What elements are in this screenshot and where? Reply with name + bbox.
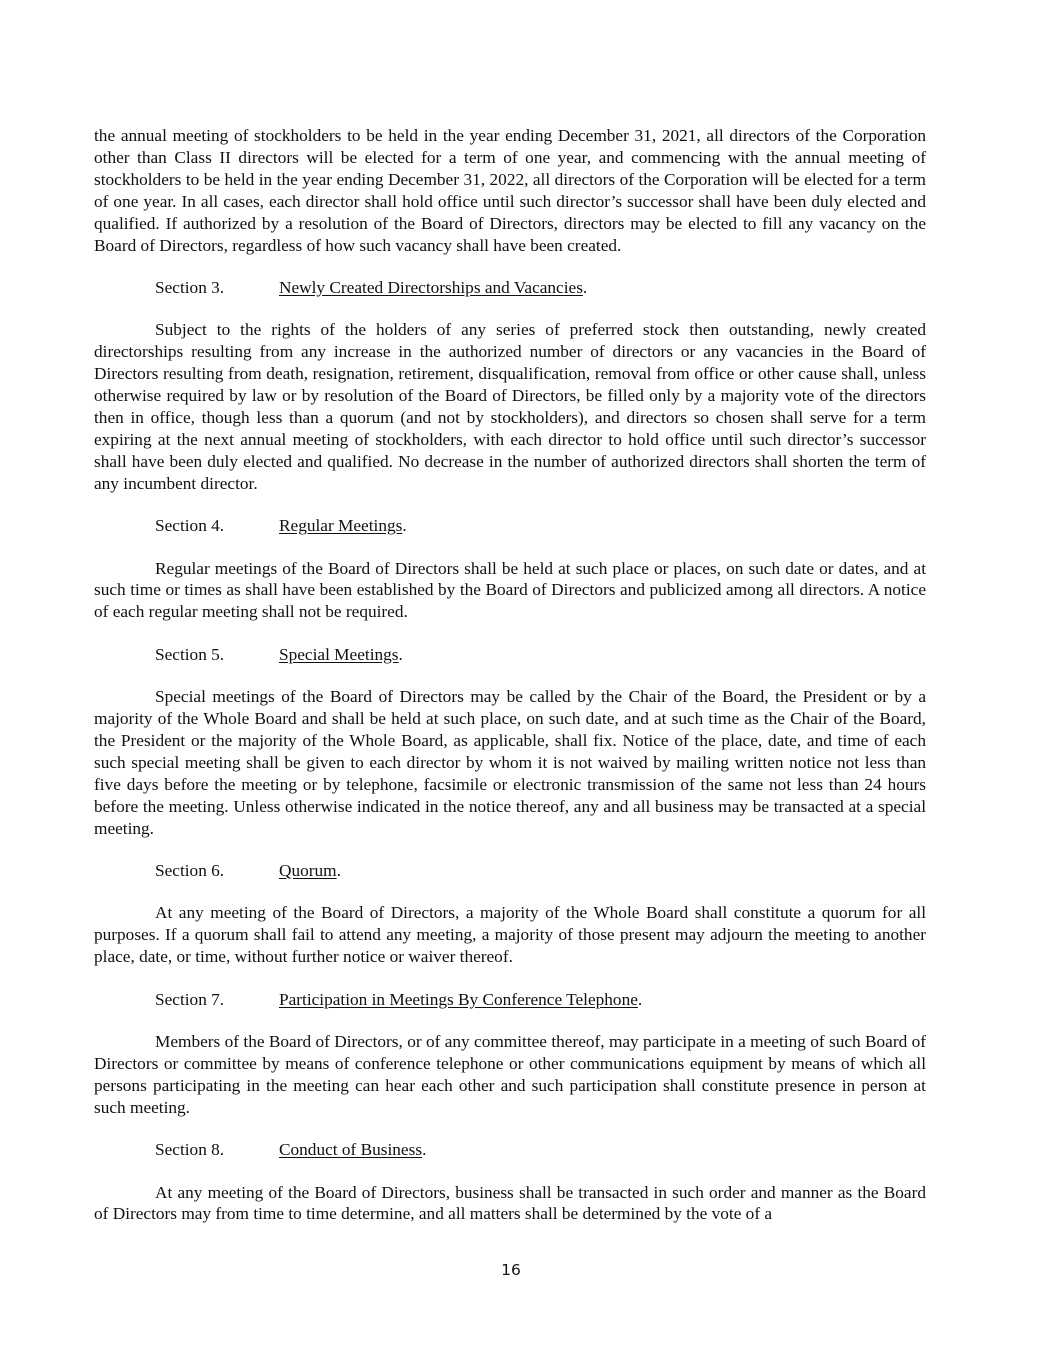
intro-paragraph: the annual meeting of stockholders to be held in the year ending December 31, 2021, all directors of the Corporation other than Class II directors will be elected for a term of one year, and commencing with the annual meeting of stockholders to be held in the year ending December 31, 2022, all directors of the Corporation will be elected for a term of one year. In all cases, each director shall hold office until such director’s successor shall have been duly elected and qualified. If authorized by a resolution of the Board of Directors, directors may be elected to fill any vacancy on the Board of Directors, regardless of how such vacancy shall have been created. xyxy=(94,126,926,255)
section-3-body: Subject to the rights of the holders of any series of preferred stock then outstanding, newly created directorships resulting from any increase in the authorized number of directors or any vacancies in the Board of Directors resulting from death, resignation, retirement, disqualification, removal from office or other cause shall, unless otherwise required by law or by resolution of the Board of Directors, be filled only by a majority vote of the directors then in office, though less than a quorum (and not by stockholders), and directors so chosen shall serve for a term expiring at the next annual meeting of stockholders, with each director to hold office until such director’s successor shall have been duly elected and qualified. No decrease in the number of authorized directors shall shorten the term of any incumbent director. xyxy=(94,320,926,493)
section-title-period: . xyxy=(398,644,403,664)
section-title-period: . xyxy=(637,989,643,1009)
section-5-body: Special meetings of the Board of Directors may be called by the Chair of the Board, the President or by a majority of the Whole Board and shall be held at such place, on such date, and at such time as the Chair of the Board, the President or the majority of the Whole Board, as applicable, shall fix. Notice of the place, date, and time of each such special meeting shall be given to each director by whom it is not waived by mailing written notice not less than five days before the meeting or by telephone, facsimile or electronic transmission of the same not less than 24 hours before the meeting. Unless otherwise indicated in the notice thereof, any and all business may be transacted at a special meeting. xyxy=(94,687,926,838)
section-title: Newly Created Directorships and Vacancies xyxy=(279,277,583,297)
section-number: Section 7. xyxy=(155,989,225,1009)
section-title-wrap xyxy=(279,277,587,299)
section-7-body: Members of the Board of Directors, or of any committee thereof, may participate in a meeting of such Board of Directors or committee by means of conference telephone or other communications equipment by means of which all persons participating in the meeting can hear each other and such participation shall constitute presence in person at such meeting. xyxy=(94,1032,926,1117)
section-title: Conduct of Business xyxy=(279,1140,423,1160)
section-number: Section 8. xyxy=(155,1140,225,1160)
page-number: 16 xyxy=(501,1261,521,1279)
section-title: Quorum xyxy=(279,860,337,880)
section-number: Section 6. xyxy=(155,860,225,880)
section-title: Special Meetings xyxy=(279,644,399,664)
section-4-heading xyxy=(94,515,926,537)
section-title-wrap xyxy=(279,1139,426,1161)
section-4-body: Regular meetings of the Board of Directors shall be held at such place or places, on such date or dates, and at such time or times as shall have been established by the Board of Directors and publicized among all directors. A notice of each regular meeting shall not be required. xyxy=(94,558,926,622)
section-title-wrap xyxy=(279,860,341,882)
document-page xyxy=(94,125,926,1225)
section-title-wrap xyxy=(279,515,407,537)
section-3-heading xyxy=(94,277,926,299)
section-title-period: . xyxy=(402,516,407,536)
section-title-period: . xyxy=(336,860,341,880)
section-number: Section 5. xyxy=(155,644,225,664)
section-title: Regular Meetings xyxy=(279,516,403,536)
section-5-heading xyxy=(94,644,926,666)
section-title-wrap xyxy=(279,989,642,1011)
section-number: Section 3. xyxy=(155,277,225,297)
section-title-wrap xyxy=(279,644,403,666)
section-8-heading xyxy=(94,1139,926,1161)
section-7-heading xyxy=(94,989,926,1011)
section-title-period: . xyxy=(422,1140,427,1160)
section-6-heading xyxy=(94,860,926,882)
section-title-period: . xyxy=(582,277,588,297)
section-number: Section 4. xyxy=(155,516,225,536)
section-8-body: At any meeting of the Board of Directors, business shall be transacted in such order and manner as the Board of Directors may from time to time determine, and all matters shall be determined by the vote of a xyxy=(94,1182,926,1224)
section-6-body: At any meeting of the Board of Directors, a majority of the Whole Board shall constitute a quorum for all purposes. If a quorum shall fail to attend any meeting, a majority of those present may adjourn the meeting to another place, date, or time, without further notice or waiver thereof. xyxy=(94,903,926,967)
section-title: Participation in Meetings By Conference Telephone xyxy=(279,989,638,1009)
